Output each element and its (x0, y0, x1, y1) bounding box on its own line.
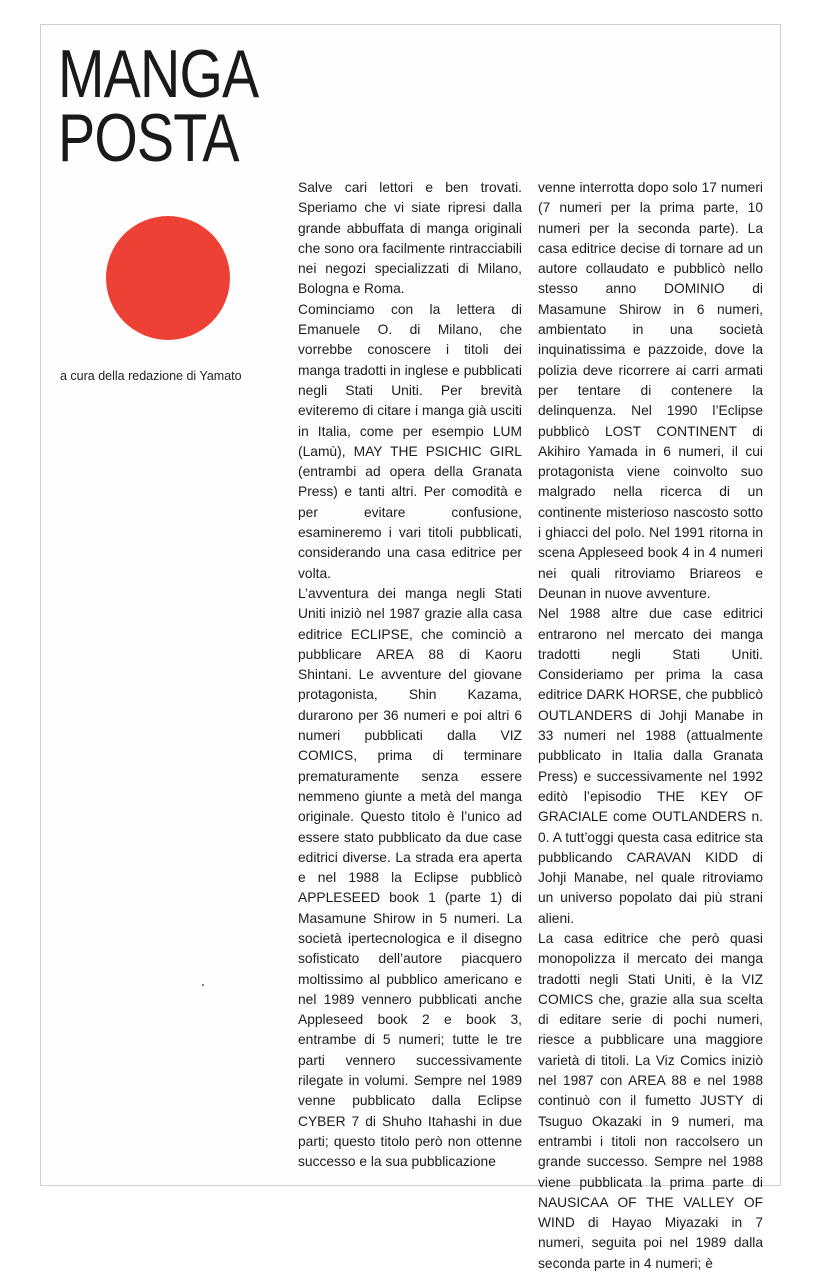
paragraph-intro: Salve cari lettori e ben trovati. Speriamo che vi siate ripresi dalla grande abbuffata di manga originali che sono ora facilmente rintracciabili nei negozi specializzati di Milano, Bologna e Roma. (298, 180, 522, 297)
article-column-1 (298, 178, 522, 1173)
paragraph-eclipse (298, 584, 522, 1173)
red-sun-circle (106, 216, 230, 340)
credit-line: a cura della redazione di Yamato (60, 369, 242, 383)
paragraph-eclipse-continued: venne interrotta dopo solo 17 numeri (7 numeri per la prima parte, 10 numeri per la seconda parte). La casa editrice decise di tornare ad un autore collaudato e pubblicò nello stesso anno DOMINIO di Masamune Shirow in 6 numeri, ambientato in una società inquinatissima e pazzoide, dove la polizia deve ricorrere ai carri armati per tentare di contenere la delinquenza. Nel 1990 l’Eclipse pubblicò LOST CONTINENT di Akihiro Yamada in 6 numeri, il cui protagonista viene coinvolto suo malgrado nella ricerca di un continente misterioso nascosto sotto i ghiacci del polo. Nel 1991 ritorna in scena Appleseed book 4 in 4 numeri nei quali ritroviamo Briareos e Deunan in nuove avventure. (538, 180, 763, 601)
paragraph-dark-horse: Nel 1988 altre due case editrici entrarono nel mercato dei manga tradotti negli Stati Uniti. Consideriamo per prima la casa editrice DARK HORSE, che pubblicò OUTLANDERS di Johji Manabe in 33 numeri nel 1988 (attualmente pubblicato in Italia dalla Granata Press) e successivamente nel 1992 editò l’episodio THE KEY OF GRACIALE come OUTLANDERS n. 0. A tutt’oggi questa casa editrice sta pubblicando CARAVAN KIDD di Johji Manabe, nel quale ritroviamo un universo popolato dai più strani alieni. (538, 606, 763, 926)
paragraph-eclipse-text: L’avventura dei manga negli Stati Uniti iniziò nel 1987 grazie alla casa editrice ECLIPSE, che cominciò a pubblicare AREA 88 di Kaoru Shintani. Le avventure del giovane protagonista, Shin Kazama, durarono per 36 numeri e poi altri 6 numeri pubblicati dalla VIZ COMICS, prima di terminare prematuramente senza essere nemmeno giunte a metà del manga originale. Questo titolo è l’unico ad essere stato pubblicato da due case editrici diverse. La strada era aperta e nel 1988 la Eclipse pubblicò APPLESEED book 1 (parte 1) di Masamune Shirow in 5 numeri. La società ipertecnologica e il disegno sofisticato dell’autore piacquero moltissimo al pubblico americano e nel 1989 vennero pubblicati anche Appleseed book 2 e book 3, entrambe di 5 numeri; tutte le tre parti vennero successivamente rilegate in volumi. Sempre nel 1989 venne pubblicato dalla Eclipse CYBER 7 di Shuho Itahashi in due parti; questo titolo però non ottenne successo e la sua pubblicazione (298, 585, 522, 1170)
article-column-2 (538, 178, 763, 1274)
paragraph-viz: La casa editrice che però quasi monopolizza il mercato dei manga tradotti negli Stati Uniti, è la VIZ COMICS che, grazie alla sua scelta di editare serie di pochi numeri, riesce a pubblicare una maggiore varietà di titoli. La Viz Comics iniziò nel 1987 con AREA 88 e nel 1988 continuò con il fumetto JUSTY di Tsuguo Okazaki in 9 numeri, ma entrambi i titoli non raccolsero un grande successo. Sempre nel 1988 viene pubblicata la prima parte di NAUSICAA OF THE VALLEY OF WIND di Hayao Miyazaki in 7 numeri, seguita poi nel 1989 dalla seconda parte in 4 numeri; è (538, 930, 763, 1271)
speck (202, 984, 204, 986)
title-line-2: POSTA (58, 100, 239, 176)
page-title (58, 36, 259, 176)
title-line-1: MANGA (58, 36, 259, 112)
paragraph-letter: Cominciamo con la lettera di Emanuele O. di Milano, che vorrebbe conoscere i titoli dei manga tradotti in inglese e pubblicati negli Stati Uniti. Per brevità eviteremo di citare i manga già usciti in Italia, come per esempio LUM (Lamù), MAY THE PSICHIC GIRL (entrambi ad opera della Granata Press) e tanti altri. Per comodità e per evitare confusione, esamineremo i vari titoli pubblicati, considerando una casa editrice per volta. (298, 301, 522, 581)
